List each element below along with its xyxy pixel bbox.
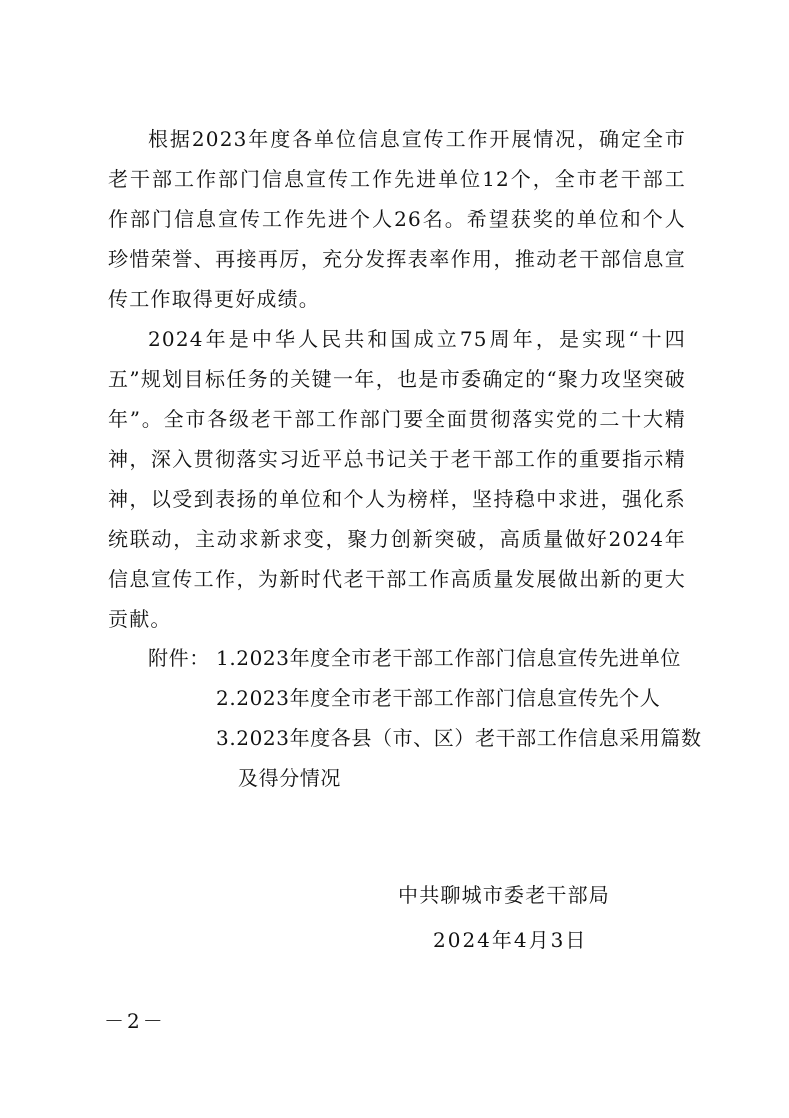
attachments-list <box>216 638 702 798</box>
issue-date: 2024年4月3日 <box>433 928 588 952</box>
attachment-item-3-continuation: 及得分情况 <box>238 766 341 790</box>
attachment-item-3: 3.2023年度各县（市、区）老干部工作信息采用篇数 <box>216 726 702 750</box>
attachments-section <box>148 638 708 798</box>
issuing-organization: 中共聊城市委老干部局 <box>398 883 610 907</box>
attachments-row <box>148 638 708 798</box>
attachment-item-1: 1.2023年度全市老干部工作部门信息宣传先进单位 <box>216 646 681 670</box>
paragraph-1-block <box>108 119 686 319</box>
attachments-label: 附件： <box>148 646 210 670</box>
paragraph-2-block <box>108 319 686 639</box>
paragraph-1: 根据2023年度各单位信息宣传工作开展情况，确定全市老干部工作部门信息宣传工作先进单位12个，全市老干部工作部门信息宣传工作先进个人26名。希望获奖的单位和个人珍惜荣誉、再接再厉，充分发挥表率作用，推动老干部信息宣传工作取得更好成绩。 <box>108 127 686 311</box>
page-number: －2－ <box>104 1009 166 1033</box>
attachment-item-2: 2.2023年度全市老干部工作部门信息宣传先个人 <box>216 686 661 710</box>
paragraph-2: 2024年是中华人民共和国成立75周年，是实现“十四五”规划目标任务的关键一年，也是市委确定的“聚力攻坚突破年”。全市各级老干部工作部门要全面贯彻落实党的二十大精神，深入贯彻落实习近平总书记关于老干部工作的重要指示精神，以受到表扬的单位和个人为榜样，坚持稳中求进，强化系统联动，主动求新求变，聚力创新突破，高质量做好2024年信息宣传工作，为新时代老干部工作高质量发展做出新的更大贡献。 <box>108 327 686 631</box>
